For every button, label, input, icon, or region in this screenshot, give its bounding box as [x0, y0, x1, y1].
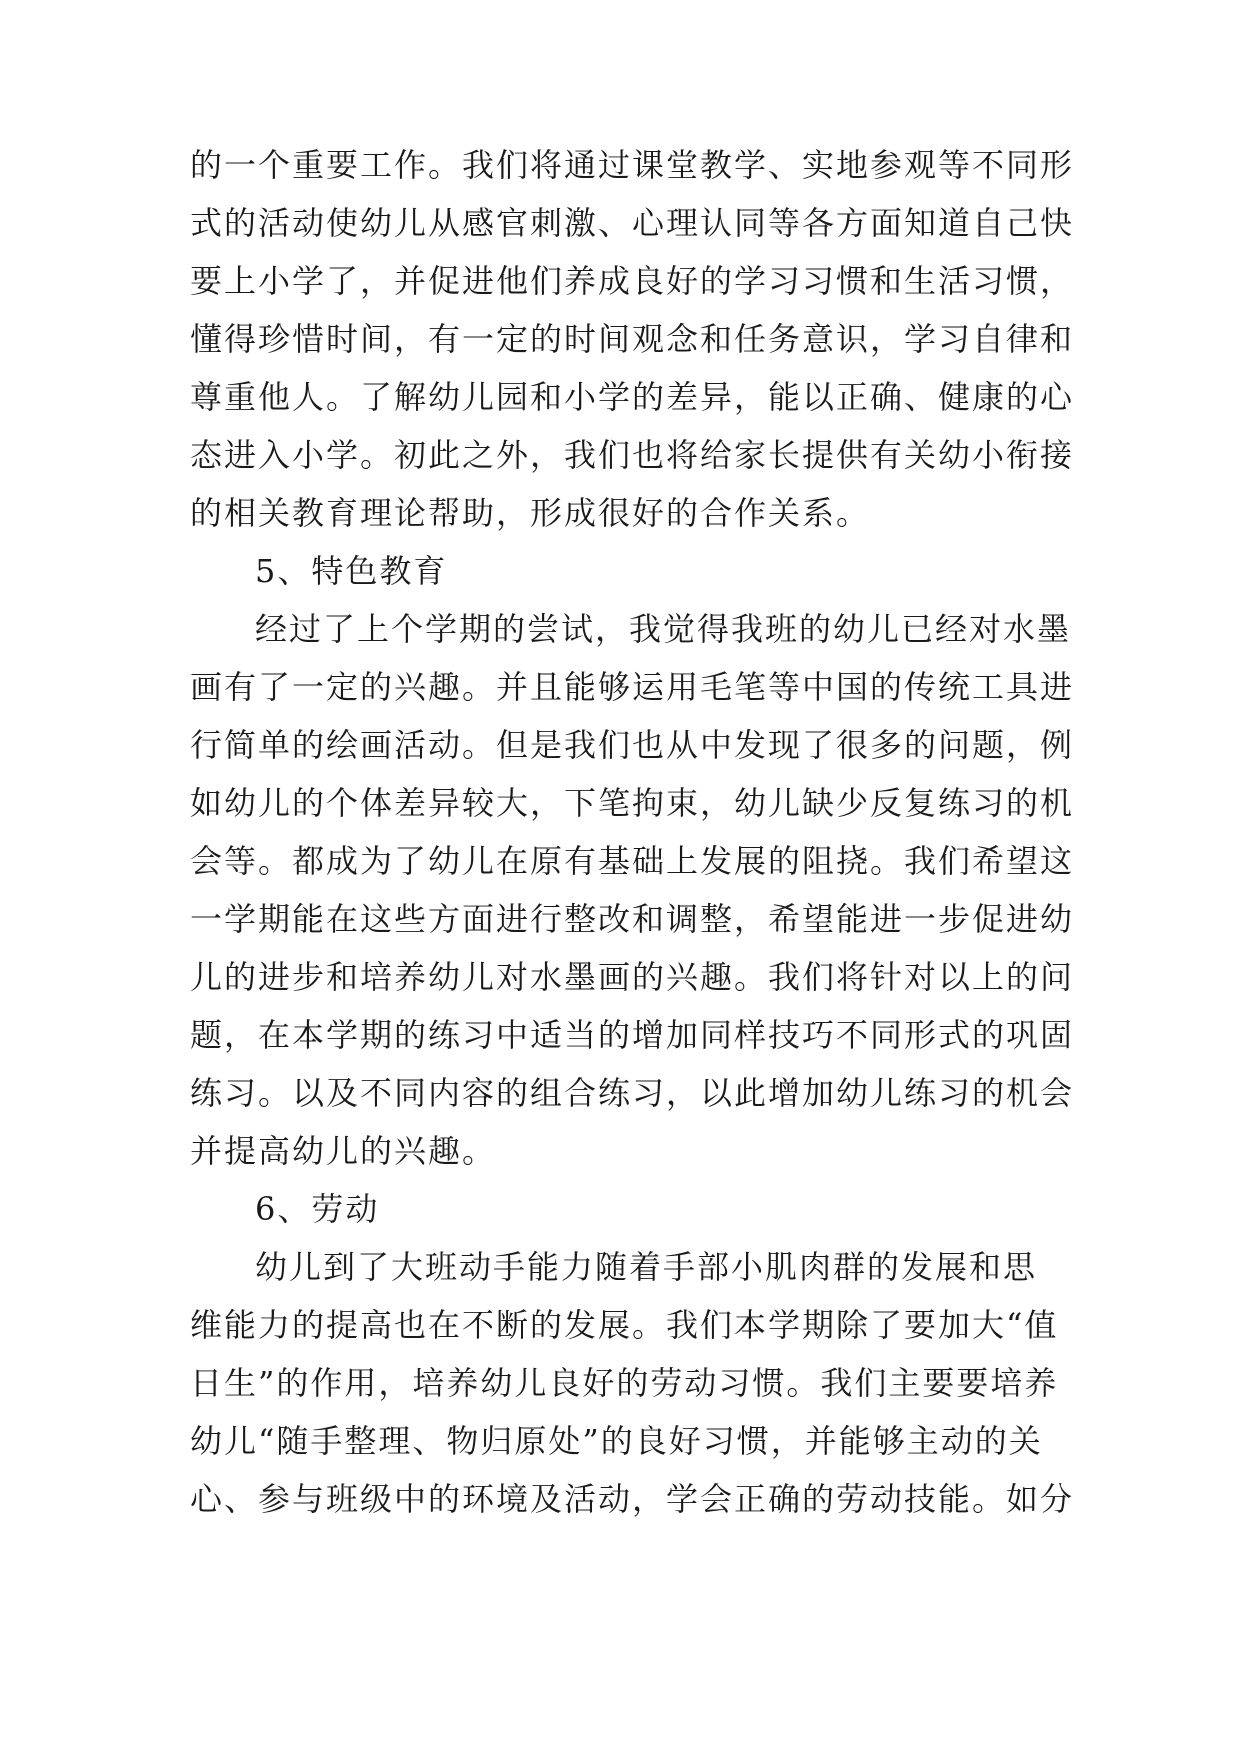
text-line: 尊重他人。了解幼儿园和小学的差异，能以正确、健康的心: [190, 378, 1075, 416]
text-line: 的相关教育理论帮助，形成很好的合作关系。: [190, 494, 871, 532]
text-line: 如幼儿的个体差异较大，下笔拘束，幼儿缺少反复练习的机: [190, 784, 1075, 822]
text-line: 态进入小学。初此之外，我们也将给家长提供有关幼小衔接: [190, 436, 1075, 474]
text-line: 练习。以及不同内容的组合练习，以此增加幼儿练习的机会: [190, 1074, 1075, 1112]
text-line: 幼儿“随手整理、物归原处”的良好习惯，并能够主动的关: [190, 1422, 1043, 1460]
text-line: 的一个重要工作。我们将通过课堂教学、实地参观等不同形: [190, 146, 1075, 184]
text-line: 行简单的绘画活动。但是我们也从中发现了很多的问题，例: [190, 726, 1075, 764]
text-line: 会等。都成为了幼儿在原有基础上发展的阻挠。我们希望这: [190, 842, 1075, 880]
text-line: 维能力的提高也在不断的发展。我们本学期除了要加大“值: [190, 1306, 1059, 1344]
text-line: 式的活动使幼儿从感官刺激、心理认同等各方面知道自己快: [190, 204, 1075, 242]
text-line: 画有了一定的兴趣。并且能够运用毛笔等中国的传统工具进: [190, 668, 1075, 706]
text-line: 要上小学了，并促进他们养成良好的学习习惯和生活习惯，: [190, 262, 1075, 300]
text-line: 心、参与班级中的环境及活动，学会正确的劳动技能。如分: [190, 1480, 1075, 1518]
text-line: 经过了上个学期的尝试，我觉得我班的幼儿已经对水墨: [255, 610, 1072, 648]
text-line: 日生”的作用，培养幼儿良好的劳动习惯。我们主要要培养: [190, 1364, 1059, 1402]
text-line: 幼儿到了大班动手能力随着手部小肌肉群的发展和思: [255, 1248, 1038, 1286]
text-line: 题，在本学期的练习中适当的增加同样技巧不同形式的巩固: [190, 1016, 1075, 1054]
text-line: 并提高幼儿的兴趣。: [190, 1132, 497, 1170]
section-heading: 5、特色教育: [255, 552, 448, 590]
text-line: 儿的进步和培养幼儿对水墨画的兴趣。我们将针对以上的问: [190, 958, 1075, 996]
section-heading: 6、劳动: [255, 1190, 380, 1228]
text-line: 一学期能在这些方面进行整改和调整，希望能进一步促进幼: [190, 900, 1075, 938]
text-line: 懂得珍惜时间，有一定的时间观念和任务意识，学习自律和: [190, 320, 1075, 358]
